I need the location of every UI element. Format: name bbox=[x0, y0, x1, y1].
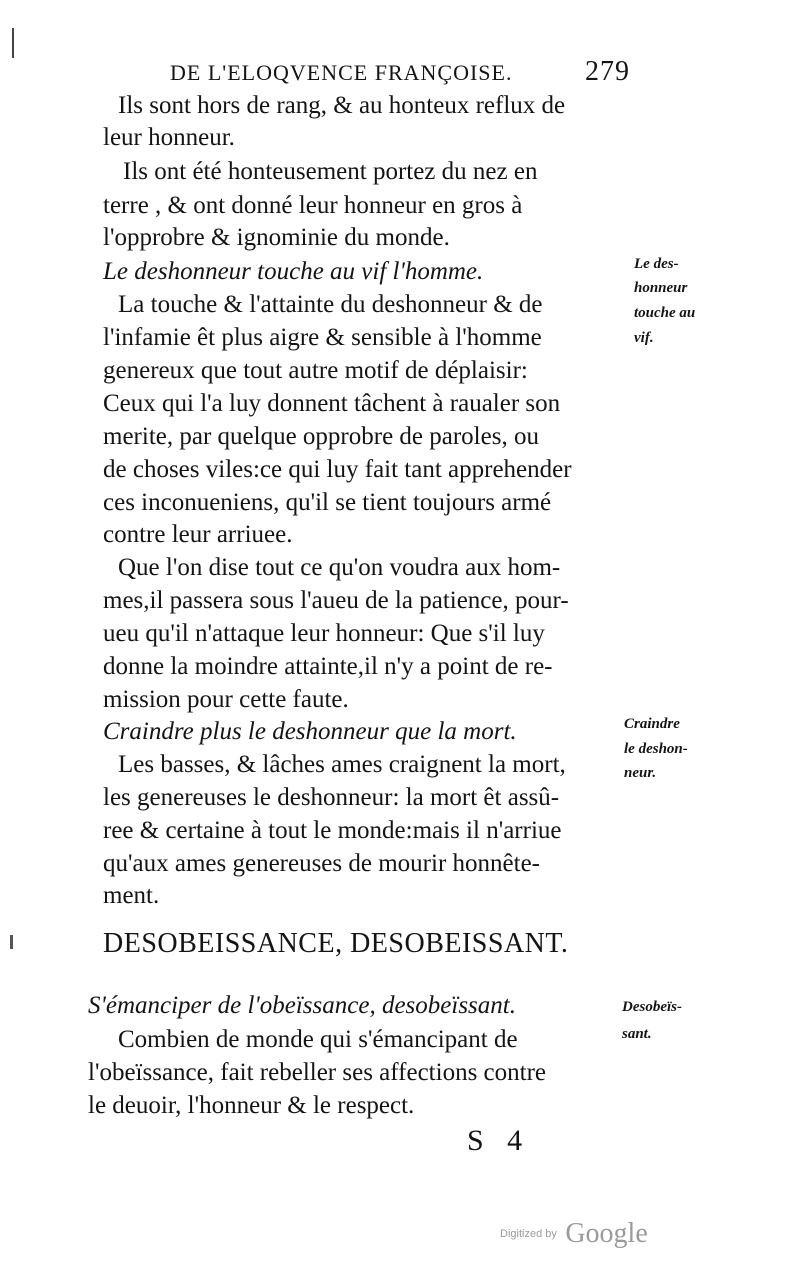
page-edge-mark bbox=[12, 28, 14, 58]
running-title: DE L'ELOQVENCE FRANÇOISE. bbox=[170, 60, 513, 85]
watermark-prefix: Digitized by bbox=[500, 1228, 557, 1240]
text-line: Ils ont été honteusement portez du nez en bbox=[123, 158, 538, 185]
margin-note: touche au bbox=[634, 305, 696, 321]
digitized-watermark bbox=[500, 1218, 648, 1250]
text-line: donne la moindre attainte,il n'y a point de re- bbox=[103, 653, 553, 680]
text-line: leur honneur. bbox=[103, 124, 235, 151]
page-number: 279 bbox=[585, 56, 630, 87]
text-line: ueu qu'il n'attaque leur honneur: Que s'il luy bbox=[103, 620, 545, 647]
text-line: ces inconueniens, qu'il se tient toujours armé bbox=[103, 489, 552, 516]
text-line: La touche & l'attainte du deshonneur & de bbox=[118, 291, 543, 318]
running-header bbox=[170, 56, 630, 87]
page-edge-mark bbox=[10, 935, 13, 949]
text-line: l'opprobre & ignominie du monde. bbox=[103, 224, 450, 251]
margin-note: le deshon- bbox=[624, 741, 688, 757]
text-line: contre leur arriuee. bbox=[103, 521, 293, 548]
margin-note: Craindre bbox=[624, 716, 680, 732]
section-subheading: Craindre plus le deshonneur que la mort. bbox=[103, 718, 517, 745]
margin-note: sant. bbox=[622, 1026, 652, 1042]
text-line: mission pour cette faute. bbox=[103, 686, 349, 713]
margin-note: honneur bbox=[634, 280, 688, 296]
section-subheading: S'émanciper de l'obeïssance, desobeïssant. bbox=[88, 992, 516, 1019]
text-line: Ceux qui l'a luy donnent tâchent à raualer son bbox=[103, 390, 561, 417]
text-line: Que l'on dise tout ce qu'on voudra aux hom- bbox=[118, 554, 561, 581]
text-line: le deuoir, l'honneur & le respect. bbox=[88, 1092, 415, 1119]
margin-note: neur. bbox=[624, 765, 657, 781]
section-heading: DESOBEISSANCE, DESOBEISSANT. bbox=[103, 928, 569, 959]
text-line: ment. bbox=[103, 882, 160, 909]
margin-note: Desobeïs- bbox=[622, 999, 682, 1015]
section-subheading: Le deshonneur touche au vif l'homme. bbox=[103, 258, 484, 285]
margin-note: vif. bbox=[634, 330, 654, 346]
text-line: l'obeïssance, fait rebeller ses affections contre bbox=[88, 1059, 547, 1086]
text-line: les genereuses le deshonneur: la mort êt assû- bbox=[103, 784, 560, 811]
text-line: terre , & ont donné leur honneur en gros à bbox=[103, 192, 523, 219]
text-line: de choses viles:ce qui luy fait tant apprehender bbox=[103, 456, 572, 483]
text-line: qu'aux ames genereuses de mourir honnête- bbox=[103, 850, 540, 877]
text-line: merite, par quelque opprobre de paroles, ou bbox=[103, 423, 539, 450]
text-line: mes,il passera sous l'aueu de la patience, pour- bbox=[103, 587, 569, 614]
text-line: l'infamie êt plus aigre & sensible à l'homme bbox=[103, 324, 542, 351]
margin-note: Le des- bbox=[634, 256, 679, 272]
text-line: genereux que tout autre motif de déplaisir: bbox=[103, 357, 528, 384]
text-line: Combien de monde qui s'émancipant de bbox=[118, 1026, 518, 1053]
google-logo: Google bbox=[565, 1218, 648, 1249]
text-line: Les basses, & lâches ames craignent la mort, bbox=[118, 751, 566, 778]
text-line: ree & certaine à tout le monde:mais il n'arriue bbox=[103, 817, 562, 844]
signature-mark: S 4 bbox=[467, 1124, 531, 1157]
text-line: Ils sont hors de rang, & au honteux reflux de bbox=[118, 92, 566, 119]
